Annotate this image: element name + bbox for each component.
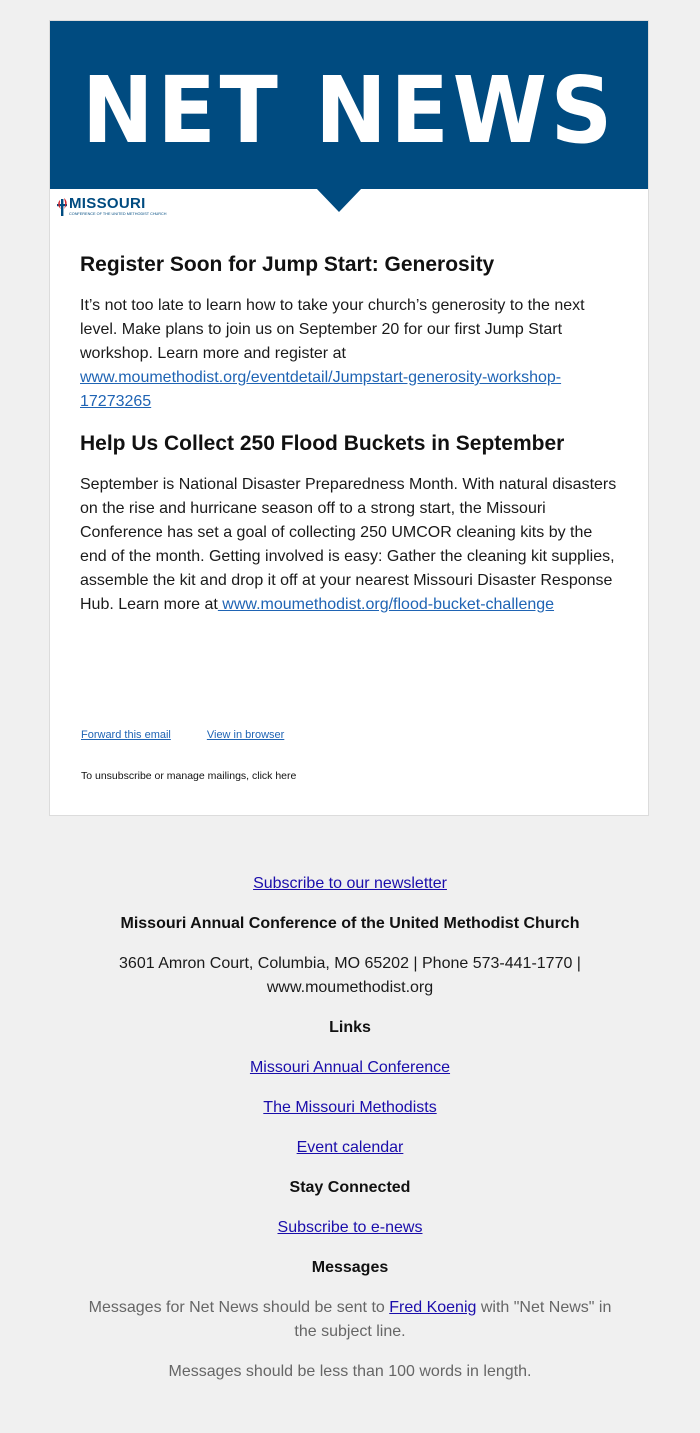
article-heading: Help Us Collect 250 Flood Buckets in September xyxy=(80,432,565,455)
article-text: It’s not too late to learn how to take your church’s generosity to the next level. Make plans to join us on September 20 for our first Jump Start workshop. Learn more and register at xyxy=(80,297,585,362)
article-body xyxy=(80,294,620,414)
logo-wordmark: MISSOURI xyxy=(69,195,146,212)
banner-notch xyxy=(316,188,362,212)
newsletter-content xyxy=(80,251,620,617)
logo-subtitle: CONFERENCE OF THE UNITED METHODIST CHURCH xyxy=(69,212,167,216)
stay-connected-heading: Stay Connected xyxy=(289,1179,411,1196)
org-name: Missouri Annual Conference of the United Methodist Church xyxy=(120,915,580,932)
article-text: September is National Disaster Preparedness Month. With natural disasters on the rise and hurricane season off to a strong start, the Missouri Conference has set a goal of collecting 250 UMCOR cleaning kits by the end of the month. Getting involved is easy: Gather the cleaning kit supplies, assemble the kit and drop it off at your nearest Missouri Disaster Response Hub. Learn more at xyxy=(80,476,617,613)
email-footer xyxy=(60,872,640,1384)
header-banner xyxy=(50,21,648,189)
org-address: 3601 Amron Court, Columbia, MO 65202 | Phone 573-441-1770 | www.moumethodist.org xyxy=(119,955,581,996)
banner-title: NET NEWS xyxy=(81,57,617,164)
subscribe-newsletter-link[interactable]: Subscribe to our newsletter xyxy=(253,875,447,892)
flood-bucket-link[interactable]: www.moumethodist.org/flood-bucket-challenge xyxy=(217,596,555,613)
messages-heading: Messages xyxy=(311,1259,389,1276)
missouri-conference-link[interactable]: Missouri Annual Conference xyxy=(249,1059,451,1076)
email-actions xyxy=(81,729,320,741)
article-heading: Register Soon for Jump Start: Generosity xyxy=(80,253,495,276)
missouri-logo xyxy=(55,195,167,219)
fred-koenig-link[interactable]: Fred Koenig xyxy=(389,1299,477,1316)
links-heading: Links xyxy=(329,1019,371,1036)
view-in-browser-link[interactable]: View in browser xyxy=(206,729,285,741)
subscribe-enews-link[interactable]: Subscribe to e-news xyxy=(277,1219,423,1236)
messages-instructions: Messages for Net News should be sent to Fred Koenig with "Net News" in the subject line. xyxy=(88,1299,612,1340)
cross-flame-icon xyxy=(55,197,69,217)
missouri-methodists-link[interactable]: The Missouri Methodists xyxy=(263,1099,437,1116)
unsubscribe-link[interactable]: To unsubscribe or manage mailings, click here xyxy=(81,770,297,782)
jumpstart-link[interactable]: www.moumethodist.org/eventdetail/Jumpstart-generosity-workshop-17273265 xyxy=(80,369,562,410)
article-body xyxy=(80,473,620,617)
email-card xyxy=(49,20,649,816)
forward-email-link[interactable]: Forward this email xyxy=(81,729,171,741)
event-calendar-link[interactable]: Event calendar xyxy=(296,1139,404,1156)
messages-length-note: Messages should be less than 100 words in length. xyxy=(168,1363,532,1380)
